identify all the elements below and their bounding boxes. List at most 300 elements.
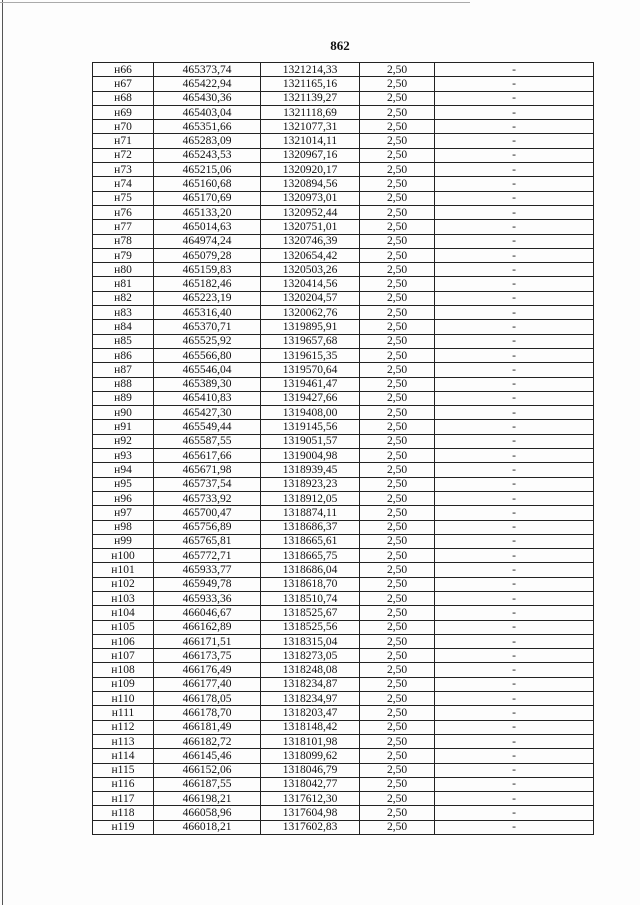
table-row xyxy=(93,434,594,448)
accuracy-cell: 2,50 xyxy=(360,348,435,362)
note-cell: - xyxy=(435,320,594,334)
x-coordinate-cell: 465422,94 xyxy=(154,77,261,91)
note-cell: - xyxy=(435,77,594,91)
x-coordinate-cell: 466171,51 xyxy=(154,634,261,648)
x-coordinate-cell: 465549,44 xyxy=(154,420,261,434)
x-coordinate-cell: 465283,09 xyxy=(154,134,261,148)
table-row xyxy=(93,263,594,277)
point-id-cell: н67 xyxy=(93,77,154,91)
point-id-cell: н74 xyxy=(93,177,154,191)
y-coordinate-cell: 1321014,11 xyxy=(261,134,360,148)
note-cell: - xyxy=(435,463,594,477)
x-coordinate-cell: 465370,71 xyxy=(154,320,261,334)
x-coordinate-cell: 465215,06 xyxy=(154,163,261,177)
point-id-cell: н81 xyxy=(93,277,154,291)
x-coordinate-cell: 466177,40 xyxy=(154,677,261,691)
table-row xyxy=(93,563,594,577)
note-cell: - xyxy=(435,134,594,148)
point-id-cell: н111 xyxy=(93,706,154,720)
note-cell: - xyxy=(435,334,594,348)
accuracy-cell: 2,50 xyxy=(360,148,435,162)
note-cell: - xyxy=(435,706,594,720)
note-cell: - xyxy=(435,549,594,563)
y-coordinate-cell: 1318148,42 xyxy=(261,720,360,734)
x-coordinate-cell: 465756,89 xyxy=(154,520,261,534)
x-coordinate-cell: 466173,75 xyxy=(154,649,261,663)
point-id-cell: н89 xyxy=(93,391,154,405)
point-id-cell: н108 xyxy=(93,663,154,677)
y-coordinate-cell: 1319004,98 xyxy=(261,449,360,463)
y-coordinate-cell: 1318099,62 xyxy=(261,749,360,763)
y-coordinate-cell: 1318618,70 xyxy=(261,577,360,591)
note-cell: - xyxy=(435,663,594,677)
accuracy-cell: 2,50 xyxy=(360,220,435,234)
point-id-cell: н98 xyxy=(93,520,154,534)
y-coordinate-cell: 1319427,66 xyxy=(261,391,360,405)
x-coordinate-cell: 464974,24 xyxy=(154,234,261,248)
y-coordinate-cell: 1320952,44 xyxy=(261,205,360,219)
y-coordinate-cell: 1318686,04 xyxy=(261,563,360,577)
accuracy-cell: 2,50 xyxy=(360,549,435,563)
accuracy-cell: 2,50 xyxy=(360,163,435,177)
note-cell: - xyxy=(435,620,594,634)
point-id-cell: н71 xyxy=(93,134,154,148)
accuracy-cell: 2,50 xyxy=(360,749,435,763)
y-coordinate-cell: 1320967,16 xyxy=(261,148,360,162)
accuracy-cell: 2,50 xyxy=(360,506,435,520)
point-id-cell: н94 xyxy=(93,463,154,477)
point-id-cell: н114 xyxy=(93,749,154,763)
table-row xyxy=(93,491,594,505)
table-row xyxy=(93,591,594,605)
table-row xyxy=(93,334,594,348)
point-id-cell: н101 xyxy=(93,563,154,577)
y-coordinate-cell: 1319461,47 xyxy=(261,377,360,391)
x-coordinate-cell: 465546,04 xyxy=(154,363,261,377)
x-coordinate-cell: 466152,06 xyxy=(154,763,261,777)
x-coordinate-cell: 466018,21 xyxy=(154,820,261,834)
table-row xyxy=(93,634,594,648)
x-coordinate-cell: 466198,21 xyxy=(154,792,261,806)
accuracy-cell: 2,50 xyxy=(360,692,435,706)
y-coordinate-cell: 1318525,56 xyxy=(261,620,360,634)
note-cell: - xyxy=(435,720,594,734)
y-coordinate-cell: 1319570,64 xyxy=(261,363,360,377)
y-coordinate-cell: 1320973,01 xyxy=(261,191,360,205)
note-cell: - xyxy=(435,191,594,205)
accuracy-cell: 2,50 xyxy=(360,620,435,634)
note-cell: - xyxy=(435,506,594,520)
table-row xyxy=(93,606,594,620)
table-row xyxy=(93,148,594,162)
table-row xyxy=(93,692,594,706)
y-coordinate-cell: 1318510,74 xyxy=(261,591,360,605)
point-id-cell: н82 xyxy=(93,291,154,305)
x-coordinate-cell: 465671,98 xyxy=(154,463,261,477)
x-coordinate-cell: 465772,71 xyxy=(154,549,261,563)
y-coordinate-cell: 1320503,26 xyxy=(261,263,360,277)
point-id-cell: н87 xyxy=(93,363,154,377)
table-row xyxy=(93,663,594,677)
table-row xyxy=(93,391,594,405)
y-coordinate-cell: 1318234,87 xyxy=(261,677,360,691)
x-coordinate-cell: 466182,72 xyxy=(154,734,261,748)
point-id-cell: н104 xyxy=(93,606,154,620)
table-row xyxy=(93,63,594,77)
table-row xyxy=(93,763,594,777)
accuracy-cell: 2,50 xyxy=(360,520,435,534)
x-coordinate-cell: 465933,36 xyxy=(154,591,261,605)
table-row xyxy=(93,105,594,119)
y-coordinate-cell: 1320204,57 xyxy=(261,291,360,305)
accuracy-cell: 2,50 xyxy=(360,577,435,591)
x-coordinate-cell: 465566,80 xyxy=(154,348,261,362)
table-row xyxy=(93,720,594,734)
table-row xyxy=(93,477,594,491)
table-row xyxy=(93,248,594,262)
point-id-cell: н113 xyxy=(93,734,154,748)
accuracy-cell: 2,50 xyxy=(360,234,435,248)
note-cell: - xyxy=(435,291,594,305)
coordinates-table xyxy=(92,62,594,835)
accuracy-cell: 2,50 xyxy=(360,291,435,305)
y-coordinate-cell: 1318912,05 xyxy=(261,491,360,505)
table-row xyxy=(93,277,594,291)
y-coordinate-cell: 1321077,31 xyxy=(261,120,360,134)
note-cell: - xyxy=(435,692,594,706)
accuracy-cell: 2,50 xyxy=(360,306,435,320)
accuracy-cell: 2,50 xyxy=(360,263,435,277)
table-row xyxy=(93,463,594,477)
y-coordinate-cell: 1319657,68 xyxy=(261,334,360,348)
point-id-cell: н105 xyxy=(93,620,154,634)
accuracy-cell: 2,50 xyxy=(360,63,435,77)
table-row xyxy=(93,406,594,420)
x-coordinate-cell: 465949,78 xyxy=(154,577,261,591)
note-cell: - xyxy=(435,406,594,420)
point-id-cell: н100 xyxy=(93,549,154,563)
note-cell: - xyxy=(435,606,594,620)
note-cell: - xyxy=(435,563,594,577)
y-coordinate-cell: 1321118,69 xyxy=(261,105,360,119)
y-coordinate-cell: 1318315,04 xyxy=(261,634,360,648)
point-id-cell: н106 xyxy=(93,634,154,648)
point-id-cell: н107 xyxy=(93,649,154,663)
x-coordinate-cell: 465133,20 xyxy=(154,205,261,219)
y-coordinate-cell: 1320894,56 xyxy=(261,177,360,191)
y-coordinate-cell: 1319895,91 xyxy=(261,320,360,334)
x-coordinate-cell: 465617,66 xyxy=(154,449,261,463)
x-coordinate-cell: 465410,83 xyxy=(154,391,261,405)
y-coordinate-cell: 1318525,67 xyxy=(261,606,360,620)
y-coordinate-cell: 1318234,97 xyxy=(261,692,360,706)
note-cell: - xyxy=(435,263,594,277)
note-cell: - xyxy=(435,806,594,820)
point-id-cell: н118 xyxy=(93,806,154,820)
y-coordinate-cell: 1318665,61 xyxy=(261,534,360,548)
note-cell: - xyxy=(435,520,594,534)
point-id-cell: н99 xyxy=(93,534,154,548)
x-coordinate-cell: 465316,40 xyxy=(154,306,261,320)
y-coordinate-cell: 1319145,56 xyxy=(261,420,360,434)
point-id-cell: н84 xyxy=(93,320,154,334)
y-coordinate-cell: 1318874,11 xyxy=(261,506,360,520)
y-coordinate-cell: 1318203,47 xyxy=(261,706,360,720)
x-coordinate-cell: 465351,66 xyxy=(154,120,261,134)
accuracy-cell: 2,50 xyxy=(360,420,435,434)
note-cell: - xyxy=(435,120,594,134)
note-cell: - xyxy=(435,420,594,434)
accuracy-cell: 2,50 xyxy=(360,820,435,834)
note-cell: - xyxy=(435,649,594,663)
note-cell: - xyxy=(435,391,594,405)
point-id-cell: н112 xyxy=(93,720,154,734)
point-id-cell: н73 xyxy=(93,163,154,177)
accuracy-cell: 2,50 xyxy=(360,634,435,648)
table-row xyxy=(93,534,594,548)
x-coordinate-cell: 465733,92 xyxy=(154,491,261,505)
x-coordinate-cell: 466145,46 xyxy=(154,749,261,763)
x-coordinate-cell: 465700,47 xyxy=(154,506,261,520)
note-cell: - xyxy=(435,577,594,591)
x-coordinate-cell: 466178,05 xyxy=(154,692,261,706)
y-coordinate-cell: 1321214,33 xyxy=(261,63,360,77)
point-id-cell: н70 xyxy=(93,120,154,134)
x-coordinate-cell: 465525,92 xyxy=(154,334,261,348)
note-cell: - xyxy=(435,363,594,377)
y-coordinate-cell: 1320414,56 xyxy=(261,277,360,291)
table-row xyxy=(93,449,594,463)
accuracy-cell: 2,50 xyxy=(360,248,435,262)
note-cell: - xyxy=(435,105,594,119)
x-coordinate-cell: 465933,77 xyxy=(154,563,261,577)
point-id-cell: н96 xyxy=(93,491,154,505)
table-row xyxy=(93,234,594,248)
y-coordinate-cell: 1318042,77 xyxy=(261,777,360,791)
accuracy-cell: 2,50 xyxy=(360,391,435,405)
point-id-cell: н91 xyxy=(93,420,154,434)
x-coordinate-cell: 466162,89 xyxy=(154,620,261,634)
note-cell: - xyxy=(435,248,594,262)
accuracy-cell: 2,50 xyxy=(360,377,435,391)
accuracy-cell: 2,50 xyxy=(360,320,435,334)
accuracy-cell: 2,50 xyxy=(360,477,435,491)
accuracy-cell: 2,50 xyxy=(360,806,435,820)
x-coordinate-cell: 465014,63 xyxy=(154,220,261,234)
y-coordinate-cell: 1318046,79 xyxy=(261,763,360,777)
accuracy-cell: 2,50 xyxy=(360,463,435,477)
table-row xyxy=(93,77,594,91)
accuracy-cell: 2,50 xyxy=(360,191,435,205)
accuracy-cell: 2,50 xyxy=(360,449,435,463)
note-cell: - xyxy=(435,534,594,548)
y-coordinate-cell: 1320746,39 xyxy=(261,234,360,248)
y-coordinate-cell: 1320920,17 xyxy=(261,163,360,177)
point-id-cell: н88 xyxy=(93,377,154,391)
accuracy-cell: 2,50 xyxy=(360,205,435,219)
point-id-cell: н117 xyxy=(93,792,154,806)
x-coordinate-cell: 465243,53 xyxy=(154,148,261,162)
accuracy-cell: 2,50 xyxy=(360,534,435,548)
note-cell: - xyxy=(435,234,594,248)
scan-edge-top xyxy=(0,2,470,3)
x-coordinate-cell: 465587,55 xyxy=(154,434,261,448)
table-row xyxy=(93,177,594,191)
note-cell: - xyxy=(435,277,594,291)
x-coordinate-cell: 466176,49 xyxy=(154,663,261,677)
accuracy-cell: 2,50 xyxy=(360,792,435,806)
accuracy-cell: 2,50 xyxy=(360,591,435,605)
note-cell: - xyxy=(435,749,594,763)
accuracy-cell: 2,50 xyxy=(360,606,435,620)
note-cell: - xyxy=(435,820,594,834)
y-coordinate-cell: 1321139,27 xyxy=(261,91,360,105)
point-id-cell: н76 xyxy=(93,205,154,219)
accuracy-cell: 2,50 xyxy=(360,134,435,148)
point-id-cell: н93 xyxy=(93,449,154,463)
accuracy-cell: 2,50 xyxy=(360,491,435,505)
table-row xyxy=(93,120,594,134)
point-id-cell: н103 xyxy=(93,591,154,605)
note-cell: - xyxy=(435,163,594,177)
table-row xyxy=(93,163,594,177)
point-id-cell: н75 xyxy=(93,191,154,205)
table-row xyxy=(93,734,594,748)
table-row xyxy=(93,420,594,434)
accuracy-cell: 2,50 xyxy=(360,406,435,420)
table-row xyxy=(93,320,594,334)
y-coordinate-cell: 1320062,76 xyxy=(261,306,360,320)
y-coordinate-cell: 1320654,42 xyxy=(261,248,360,262)
y-coordinate-cell: 1318101,98 xyxy=(261,734,360,748)
table-row xyxy=(93,205,594,219)
y-coordinate-cell: 1319615,35 xyxy=(261,348,360,362)
point-id-cell: н66 xyxy=(93,63,154,77)
coordinates-table-body xyxy=(93,63,594,835)
point-id-cell: н90 xyxy=(93,406,154,420)
y-coordinate-cell: 1317604,98 xyxy=(261,806,360,820)
note-cell: - xyxy=(435,177,594,191)
table-row xyxy=(93,306,594,320)
point-id-cell: н80 xyxy=(93,263,154,277)
point-id-cell: н78 xyxy=(93,234,154,248)
point-id-cell: н86 xyxy=(93,348,154,362)
point-id-cell: н97 xyxy=(93,506,154,520)
x-coordinate-cell: 466178,70 xyxy=(154,706,261,720)
point-id-cell: н79 xyxy=(93,248,154,262)
x-coordinate-cell: 465223,19 xyxy=(154,291,261,305)
point-id-cell: н85 xyxy=(93,334,154,348)
table-row xyxy=(93,91,594,105)
point-id-cell: н77 xyxy=(93,220,154,234)
x-coordinate-cell: 465427,30 xyxy=(154,406,261,420)
x-coordinate-cell: 465765,81 xyxy=(154,534,261,548)
note-cell: - xyxy=(435,63,594,77)
accuracy-cell: 2,50 xyxy=(360,663,435,677)
accuracy-cell: 2,50 xyxy=(360,677,435,691)
note-cell: - xyxy=(435,634,594,648)
note-cell: - xyxy=(435,734,594,748)
point-id-cell: н115 xyxy=(93,763,154,777)
x-coordinate-cell: 465160,68 xyxy=(154,177,261,191)
point-id-cell: н95 xyxy=(93,477,154,491)
y-coordinate-cell: 1318273,05 xyxy=(261,649,360,663)
table-row xyxy=(93,191,594,205)
note-cell: - xyxy=(435,677,594,691)
table-row xyxy=(93,134,594,148)
table-row xyxy=(93,506,594,520)
accuracy-cell: 2,50 xyxy=(360,277,435,291)
note-cell: - xyxy=(435,792,594,806)
x-coordinate-cell: 465159,83 xyxy=(154,263,261,277)
accuracy-cell: 2,50 xyxy=(360,763,435,777)
note-cell: - xyxy=(435,220,594,234)
accuracy-cell: 2,50 xyxy=(360,720,435,734)
note-cell: - xyxy=(435,449,594,463)
x-coordinate-cell: 465373,74 xyxy=(154,63,261,77)
note-cell: - xyxy=(435,205,594,219)
accuracy-cell: 2,50 xyxy=(360,706,435,720)
note-cell: - xyxy=(435,477,594,491)
note-cell: - xyxy=(435,348,594,362)
note-cell: - xyxy=(435,91,594,105)
x-coordinate-cell: 465737,54 xyxy=(154,477,261,491)
x-coordinate-cell: 465430,36 xyxy=(154,91,261,105)
x-coordinate-cell: 466058,96 xyxy=(154,806,261,820)
note-cell: - xyxy=(435,434,594,448)
x-coordinate-cell: 466046,67 xyxy=(154,606,261,620)
x-coordinate-cell: 465182,46 xyxy=(154,277,261,291)
x-coordinate-cell: 465170,69 xyxy=(154,191,261,205)
accuracy-cell: 2,50 xyxy=(360,91,435,105)
y-coordinate-cell: 1321165,16 xyxy=(261,77,360,91)
table-row xyxy=(93,777,594,791)
accuracy-cell: 2,50 xyxy=(360,777,435,791)
point-id-cell: н102 xyxy=(93,577,154,591)
table-row xyxy=(93,649,594,663)
accuracy-cell: 2,50 xyxy=(360,77,435,91)
y-coordinate-cell: 1318686,37 xyxy=(261,520,360,534)
note-cell: - xyxy=(435,148,594,162)
point-id-cell: н92 xyxy=(93,434,154,448)
table-row xyxy=(93,792,594,806)
accuracy-cell: 2,50 xyxy=(360,363,435,377)
accuracy-cell: 2,50 xyxy=(360,334,435,348)
note-cell: - xyxy=(435,777,594,791)
accuracy-cell: 2,50 xyxy=(360,105,435,119)
table-row xyxy=(93,620,594,634)
table-row xyxy=(93,806,594,820)
accuracy-cell: 2,50 xyxy=(360,434,435,448)
y-coordinate-cell: 1319408,00 xyxy=(261,406,360,420)
note-cell: - xyxy=(435,763,594,777)
y-coordinate-cell: 1318923,23 xyxy=(261,477,360,491)
note-cell: - xyxy=(435,306,594,320)
x-coordinate-cell: 465389,30 xyxy=(154,377,261,391)
table-row xyxy=(93,377,594,391)
table-row xyxy=(93,348,594,362)
accuracy-cell: 2,50 xyxy=(360,177,435,191)
accuracy-cell: 2,50 xyxy=(360,120,435,134)
point-id-cell: н119 xyxy=(93,820,154,834)
point-id-cell: н109 xyxy=(93,677,154,691)
table-row xyxy=(93,677,594,691)
table-row xyxy=(93,577,594,591)
y-coordinate-cell: 1317612,30 xyxy=(261,792,360,806)
note-cell: - xyxy=(435,491,594,505)
y-coordinate-cell: 1318939,45 xyxy=(261,463,360,477)
point-id-cell: н72 xyxy=(93,148,154,162)
